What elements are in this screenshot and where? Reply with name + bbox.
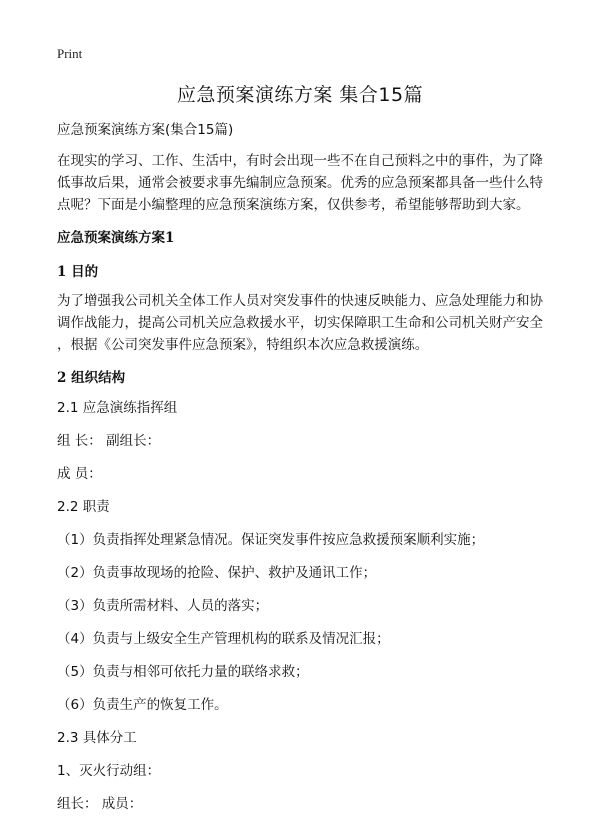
list-item: （1）负责指挥处理紧急情况。保证突发事件按应急救援预案顺利实施； [57, 532, 485, 548]
duties-list [57, 530, 547, 715]
subtitle: 应急预案演练方案(集合15篇) [57, 122, 234, 138]
intro-line: 在现实的学习、工作、生活中，有时会出现一些不在自己预料之中的事件，为了降 [57, 153, 543, 169]
list-item: （4）负责与上级安全生产管理机构的联系及情况汇报； [57, 631, 390, 647]
heading-duties: 2.2 职责 [57, 499, 110, 515]
list-item: （2）负责事故现场的抢险、保护、救护及通讯工作； [57, 565, 377, 581]
print-label: Print [57, 46, 83, 61]
purpose-line: 调作战能力，提高公司机关应急救援水平，切实保障职工生命和公司机关财产安全 [57, 315, 543, 331]
intro-line: 低事故后果，通常会被要求事先编制应急预案。优秀的应急预案都具备一些什么特 [57, 175, 543, 191]
leader-line: 组 长： 副组长： [57, 433, 161, 449]
page-title: 应急预案演练方案 集合15篇 [176, 84, 424, 106]
section-title: 应急预案演练方案1 [57, 230, 175, 246]
purpose-line: ，根据《公司突发事件应急预案》，特组织本次应急救援演练。 [57, 337, 429, 353]
heading-command-group: 2.1 应急演练指挥组 [57, 400, 178, 416]
purpose-line: 为了增强我公司机关全体工作人员对突发事件的快速反映能力、应急处理能力和协 [57, 293, 543, 309]
heading-organization: 2 组织结构 [57, 370, 126, 386]
intro-line: 点呢？下面是小编整理的应急预案演练方案，仅供参考，希望能够帮助到大家。 [57, 197, 530, 213]
list-item: （3）负责所需材料、人员的落实； [57, 598, 269, 614]
fire-leader-line: 组长： 成员： [57, 796, 143, 812]
fire-group-line: 1、灭火行动组： [57, 763, 161, 779]
member-line: 成 员： [57, 466, 102, 482]
heading-division: 2.3 具体分工 [57, 730, 137, 746]
list-item: （5）负责与相邻可依托力量的联络求救； [57, 664, 309, 680]
list-item: （6）负责生产的恢复工作。 [57, 697, 228, 713]
intro-paragraph [57, 150, 547, 216]
purpose-paragraph [57, 290, 547, 356]
document-body [57, 120, 547, 814]
heading-purpose: 1 目的 [57, 264, 99, 280]
